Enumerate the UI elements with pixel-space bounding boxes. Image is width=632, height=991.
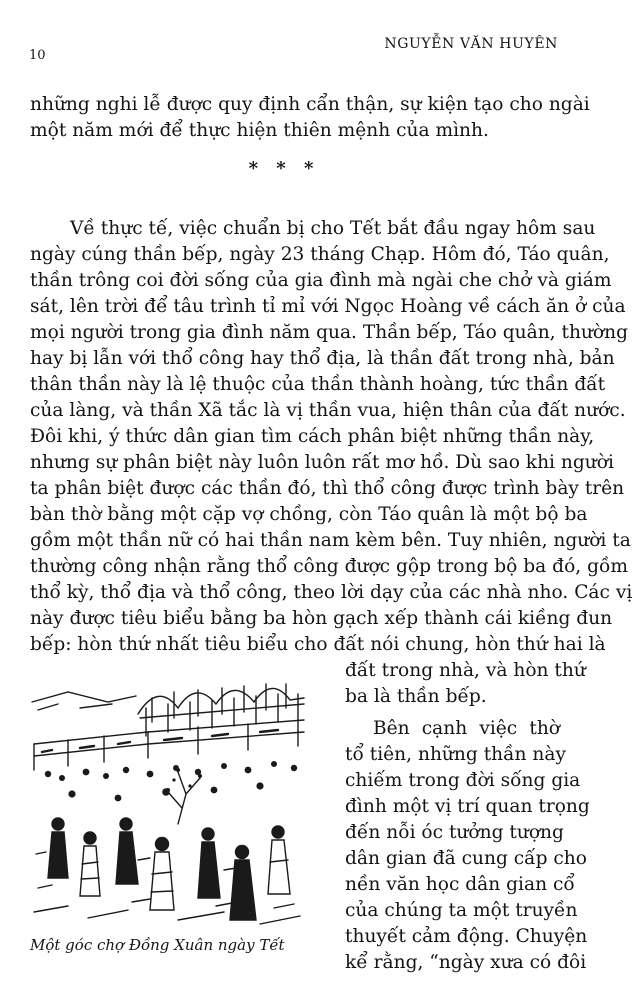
text-line: một năm mới để thực hiện thiên mệnh của mình. [30, 120, 489, 141]
text-line: thần trông coi đời sống của gia đình mà ngài che chở và giám [30, 270, 612, 291]
text-line: chiếm trong đời sống gia [345, 770, 581, 791]
text-line: đến nỗi óc tưởng tượng [345, 822, 564, 843]
page-number: 10 [29, 48, 46, 63]
text-line: Về thực tế, việc chuẩn bị cho Tết bắt đầu ngay hôm sau [70, 218, 596, 239]
text-line: này được tiêu biểu bằng ba hòn gạch xếp thành cái kiềng đun [30, 608, 613, 629]
text-line: bếp: hòn thứ nhất tiêu biểu cho đất nói chung, hòn thứ hai là [30, 634, 606, 655]
text-line: ngày cúng thần bếp, ngày 23 tháng Chạp. Hôm đó, Táo quân, [30, 244, 610, 265]
text-line: Bên cạnh việc thờ [373, 718, 560, 739]
text-line: mọi người trong gia đình năm qua. Thần bếp, Táo quân, thường [30, 322, 628, 343]
text-line: ta phân biệt được các thần đó, thì thổ công được trình bày trên [30, 478, 625, 499]
text-line: nền văn học dân gian cổ [345, 874, 575, 895]
text-line: của làng, và thần Xã tắc là vị thần vua, hiện thân của đất nước. [30, 400, 626, 421]
section-separator: * * * [248, 158, 320, 179]
text-line: của chúng ta một truyền [345, 900, 578, 921]
text-line: kể rằng, “ngày xưa có đôi [345, 952, 587, 973]
text-line: ba là thần bếp. [345, 686, 487, 707]
text-line: nhưng sự phân biệt này luôn luôn rất mơ hồ. Dù sao khi người [30, 452, 614, 473]
text-line: đất trong nhà, và hòn thứ [345, 660, 586, 681]
text-line: tổ tiên, những thần này [345, 744, 566, 765]
figure-caption: Một góc chợ Đồng Xuân ngày Tết [30, 936, 285, 954]
text-line: thường công nhận rằng thổ công được gộp trong bộ ba đó, gồm [30, 556, 628, 577]
text-line: thân thần này là lệ thuộc của thần thành hoàng, tức thần đất [30, 374, 606, 395]
text-line: thổ kỳ, thổ địa và thổ công, theo lời dạy của các nhà nho. Các vị [30, 582, 632, 603]
text-line: dân gian đã cung cấp cho [345, 848, 587, 869]
text-line: hay bị lẫn với thổ công hay thổ địa, là thần đất trong nhà, bản [30, 348, 615, 369]
text-line: gồm một thần nữ có hai thần nam kèm bên. Tuy nhiên, người ta [30, 530, 631, 551]
market-illustration [28, 674, 306, 928]
text-line: thuyết cảm động. Chuyện [345, 926, 588, 947]
text-line: sát, lên trời để tâu trình tỉ mỉ với Ngọc Hoàng về cách ăn ở của [30, 296, 626, 317]
text-line: những nghi lễ được quy định cẩn thận, sự kiện tạo cho ngài [30, 94, 590, 115]
text-line: Đôi khi, ý thức dân gian tìm cách phân biệt những thần này, [30, 426, 595, 447]
text-line: bàn thờ bằng một cặp vợ chồng, còn Táo quân là một bộ ba [30, 504, 588, 525]
text-line: đình một vị trí quan trọng [345, 796, 590, 817]
running-header: NGUYỄN VĂN HUYÊN [384, 36, 558, 52]
